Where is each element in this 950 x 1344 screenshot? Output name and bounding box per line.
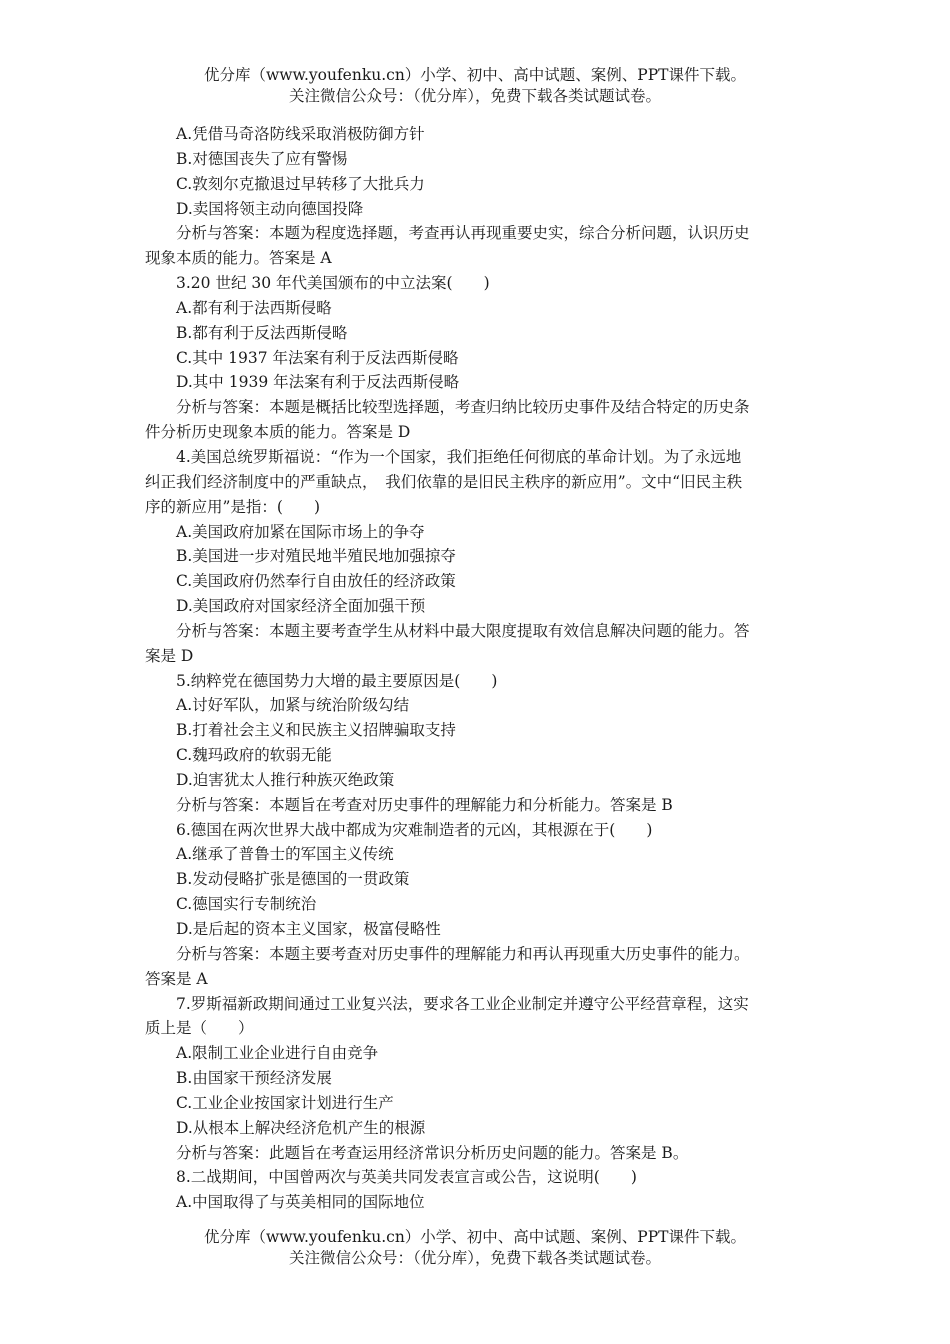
header-line-2: 关注微信公众号：（优分库），免费下载各类试题试卷。	[288, 87, 661, 105]
text-line: C.其中 1937 年法案有利于反法西斯侵略	[176, 348, 459, 367]
text-line: B.对德国丧失了应有警惕	[176, 149, 348, 168]
text-line: A.限制工业企业进行自由竞争	[176, 1044, 379, 1063]
text-line: 分析与答案：本题主要考查学生从材料中最大限度提取有效信息解决问题的能力。答	[176, 621, 750, 640]
text-line: 案是 D	[145, 646, 194, 665]
text-line: A.都有利于法西斯侵略	[176, 298, 332, 317]
text-line: 序的新应用”是指：( )	[145, 497, 321, 516]
text-line: 8.二战期间，中国曾两次与英美共同发表宣言或公告，这说明( )	[176, 1168, 637, 1187]
text-line: 分析与答案：本题是概括比较型选择题，考查归纳比较历史事件及结合特定的历史条	[176, 398, 750, 417]
text-line: 件分析历史现象本质的能力。答案是 D	[145, 423, 411, 442]
text-line: B.打着社会主义和民族主义招牌骗取支持	[176, 721, 456, 740]
text-line: B.都有利于反法西斯侵略	[176, 323, 348, 342]
text-line: 现象本质的能力。答案是 A	[145, 249, 332, 268]
text-line: 分析与答案：本题主要考查对历史事件的理解能力和再认再现重大历史事件的能力。	[176, 944, 750, 963]
text-line: 纠正我们经济制度中的严重缺点， 我们依靠的是旧民主秩序的新应用”。文中“旧民主秩	[145, 472, 743, 491]
text-line: 3.20 世纪 30 年代美国颁布的中立法案( )	[176, 274, 490, 293]
document-body	[145, 122, 810, 1215]
text-line: 4.美国总统罗斯福说：“作为一个国家，我们拒绝任何彻底的革命计划。为了永远地	[176, 447, 742, 466]
footer-line-2: 关注微信公众号：（优分库），免费下载各类试题试卷。	[288, 1249, 661, 1267]
footer-line-1: 优分库（www.youfenku.cn）小学、初中、高中试题、案例、PPT课件下载。	[203, 1228, 747, 1246]
text-line: D.从根本上解决经济危机产生的根源	[176, 1118, 426, 1137]
text-line: C.工业企业按国家计划进行生产	[176, 1093, 394, 1112]
text-line: D.卖国将领主动向德国投降	[176, 199, 364, 218]
text-line: C.美国政府仍然奉行自由放任的经济政策	[176, 572, 456, 591]
text-line: A.继承了普鲁士的军国主义传统	[176, 845, 394, 864]
page-header	[0, 65, 950, 107]
text-line: A.美国政府加紧在国际市场上的争夺	[176, 522, 425, 541]
text-line: 6.德国在两次世界大战中都成为灾难制造者的元凶，其根源在于( )	[176, 820, 653, 839]
text-line: D.迫害犹太人推行种族灭绝政策	[176, 770, 395, 789]
text-line: A.讨好军队，加紧与统治阶级勾结	[176, 696, 410, 715]
text-line: D.其中 1939 年法案有利于反法西斯侵略	[176, 373, 460, 392]
text-line: 5.纳粹党在德国势力大增的最主要原因是( )	[176, 671, 498, 690]
header-line-1: 优分库（www.youfenku.cn）小学、初中、高中试题、案例、PPT课件下载。	[203, 66, 747, 84]
text-line: B.发动侵略扩张是德国的一贯政策	[176, 870, 410, 889]
text-line: A.中国取得了与英美相同的国际地位	[176, 1193, 425, 1212]
text-line: 7.罗斯福新政期间通过工业复兴法，要求各工业企业制定并遵守公平经营章程，这实	[176, 994, 749, 1013]
text-line: D.美国政府对国家经济全面加强干预	[176, 597, 426, 616]
text-line: 答案是 A	[145, 969, 208, 988]
text-line: C.德国实行专制统治	[176, 895, 317, 914]
page-footer	[0, 1227, 950, 1269]
text-line: C.敦刻尔克撤退过早转移了大批兵力	[176, 174, 425, 193]
text-line: 分析与答案：此题旨在考查运用经济常识分析历史问题的能力。答案是 B。	[176, 1143, 689, 1162]
text-line: A.凭借马奇洛防线采取消极防御方针	[176, 125, 425, 143]
text-line: C.魏玛政府的软弱无能	[176, 746, 332, 765]
text-line: D.是后起的资本主义国家，极富侵略性	[176, 920, 441, 938]
text-line: B.由国家干预经济发展	[176, 1069, 332, 1088]
text-line: 分析与答案：本题为程度选择题，考查再认再现重要史实，综合分析问题，认识历史	[176, 224, 750, 243]
text-line: 分析与答案：本题旨在考查对历史事件的理解能力和分析能力。答案是 B	[176, 795, 673, 814]
text-line: 质上是（ ）	[145, 1019, 254, 1038]
text-line: B.美国进一步对殖民地半殖民地加强掠夺	[176, 547, 456, 566]
